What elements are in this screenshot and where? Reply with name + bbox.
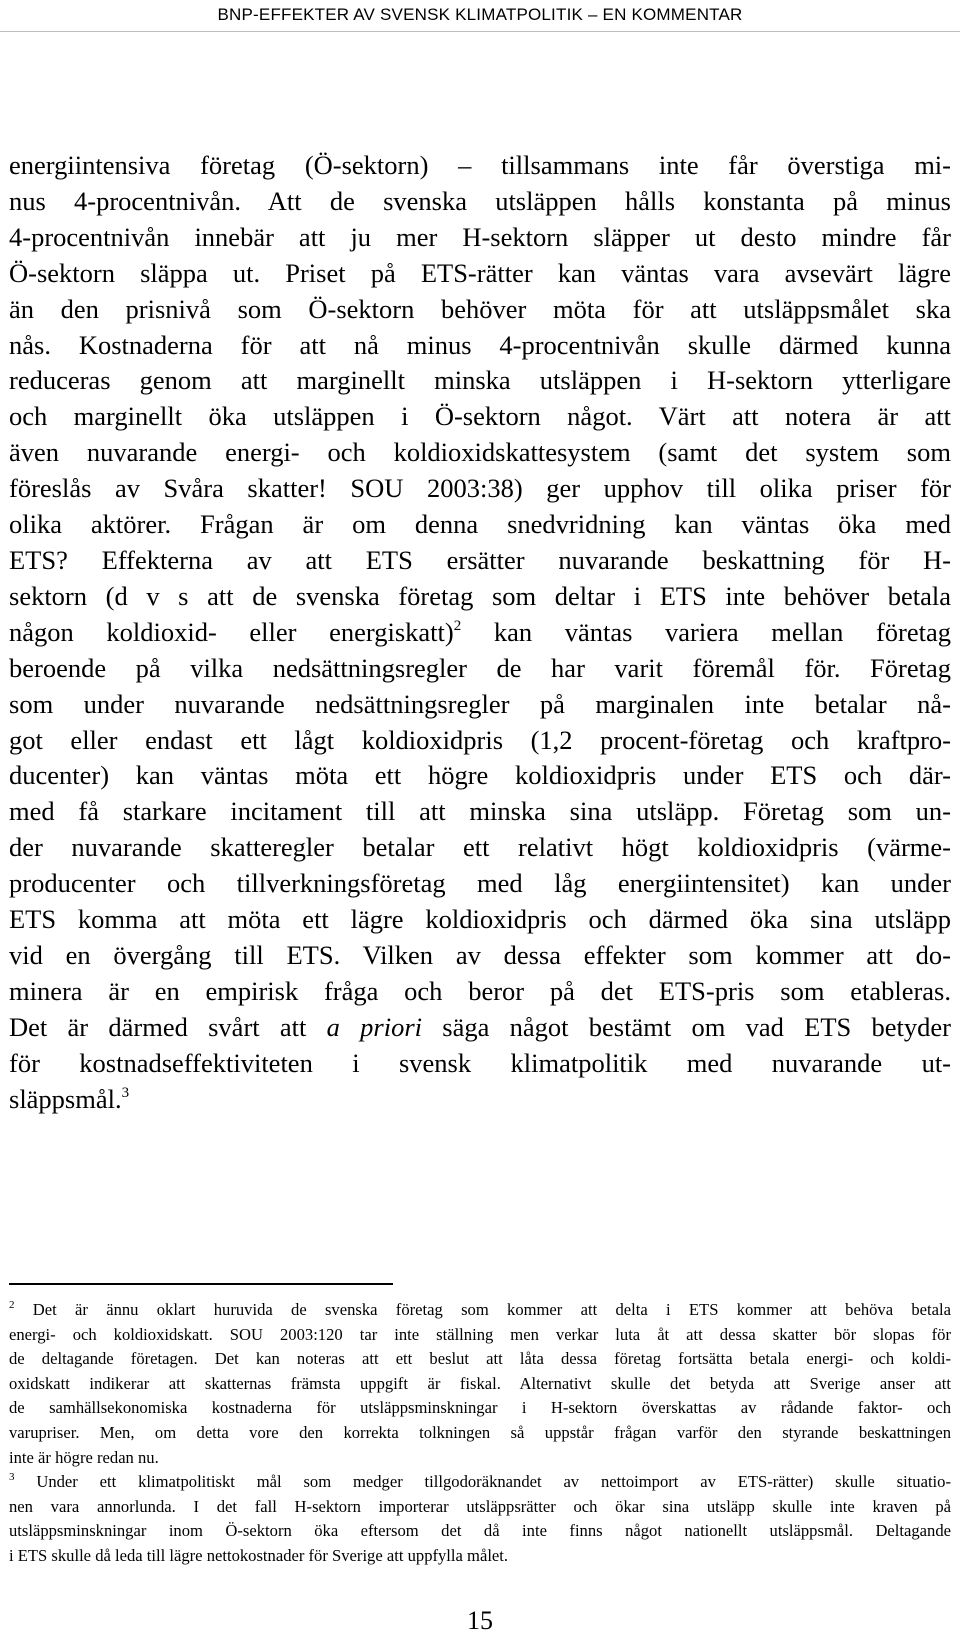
footnote-text: Det är ännu oklart huruvida de svenska företag som kommer att delta i ETS kommer att behöva betala xyxy=(14,1300,951,1319)
footnote-2-line: varupriser. Men, om detta vore den korrekta tolkningen så uppstår frågan varför den styrande beskattningen xyxy=(9,1422,951,1442)
body-line: olika aktörer. Frågan är om denna snedvridning kan väntas öka med xyxy=(9,509,951,540)
body-line-segment: säga något bestämt om vad ETS betyder xyxy=(422,1011,951,1042)
footnote-3-line xyxy=(9,1470,951,1495)
body-line xyxy=(9,1010,951,1046)
footnote-text: Under ett klimatpolitiskt mål som medger tillgodoräknandet av nettoimport av ETS-rätter) skulle situatio- xyxy=(14,1472,951,1492)
footnote-divider xyxy=(9,1283,393,1285)
body-line: got eller endast ett lågt koldioxidpris (1,2 procent-företag och kraftpro- xyxy=(9,724,951,755)
body-line: föreslås av Svåra skatter! SOU 2003:38) ger upphov till olika priser för xyxy=(9,473,951,504)
body-line: nås. Kostnaderna för att nå minus 4-procentnivån skulle därmed kunna xyxy=(9,329,951,360)
footnote-3-line: utsläppsminskningar inom Ö-sektorn öka eftersom det då inte finns något nationellt utsläppsmål. Deltagande xyxy=(9,1521,951,1541)
running-header: BNP-EFFEKTER AV SVENSK KLIMATPOLITIK – EN KOMMENTAR xyxy=(217,5,743,24)
footnote-2-line xyxy=(9,1298,951,1323)
body-line: som under nuvarande nedsättningsregler på marginalen inte betalar nå- xyxy=(9,688,951,719)
footnote-marker: 2 xyxy=(9,1299,15,1311)
footnote-ref-2: 2 xyxy=(453,617,462,634)
body-line-segment: Det är därmed svårt att xyxy=(9,1011,327,1042)
footnote-2-line: de deltagande företagen. Det kan noteras att ett beslut att låta dessa företag fortsätta betala energi- och koldi- xyxy=(9,1349,951,1369)
body-line: producenter och tillverkningsföretag med låg energiintensitet) kan under xyxy=(9,868,951,899)
body-line: än den prisnivå som Ö-sektorn behöver möta för att utsläppsmålet ska xyxy=(9,293,951,324)
body-line: nus 4-procentnivån. Att de svenska utsläppen hålls konstanta på minus xyxy=(9,185,951,216)
body-line xyxy=(9,1082,951,1118)
body-line: även nuvarande energi- och koldioxidskattesystem (samt det system som xyxy=(9,437,951,468)
body-line: sektorn (d v s att de svenska företag som deltar i ETS inte behöver betala xyxy=(9,580,951,611)
footnote-2-line: inte är högre redan nu. xyxy=(9,1447,159,1467)
body-line-segment: släppsmål. xyxy=(9,1083,122,1114)
body-line: för kostnadseffektiviteten i svensk klimatpolitik med nuvarande ut- xyxy=(9,1047,951,1078)
footnotes xyxy=(9,1298,951,1569)
footnote-2-line: de samhällsekonomiska kostnaderna för utsläppsminskningar i H-sektorn överskattas av rådande faktor- och xyxy=(9,1398,951,1418)
body-line: ducenter) kan väntas möta ett högre koldioxidpris under ETS och där- xyxy=(9,760,951,791)
body-paragraph xyxy=(9,148,951,1117)
body-line: energiintensiva företag (Ö-sektorn) – tillsammans inte får överstiga mi- xyxy=(9,150,951,180)
body-line-segment: någon koldioxid- eller energiskatt) xyxy=(9,616,454,647)
footnote-2-line: energi- och koldioxidskatt. SOU 2003:120 tar inte ställning men verkar luta åt att dessa skatter bör slopas för xyxy=(9,1324,951,1344)
footnote-marker: 3 xyxy=(9,1471,15,1484)
body-line: och marginellt öka utsläppen i Ö-sektorn något. Värt att notera är att xyxy=(9,401,951,432)
footnote-3-line: nen vara annorlunda. I det fall H-sektorn importerar utsläppsrätter och ökar sina utsläpp skulle inte kraven på xyxy=(9,1496,951,1516)
body-line: minera är en empirisk fråga och beror på det ETS-pris som etableras. xyxy=(9,975,951,1006)
body-line: beroende på vilka nedsättningsregler de har varit föremål för. Företag xyxy=(9,652,951,683)
body-line: der nuvarande skatteregler betalar ett relativt högt koldioxidpris (värme- xyxy=(9,832,951,863)
italic-term: a priori xyxy=(326,1011,423,1042)
body-line xyxy=(9,615,951,651)
body-line: med få starkare incitament till att minska sina utsläpp. Företag som un- xyxy=(9,796,951,827)
body-line: ETS komma att möta ett lägre koldioxidpris och därmed öka sina utsläpp xyxy=(9,904,951,935)
body-line-segment: kan väntas variera mellan företag xyxy=(461,616,951,647)
body-line: reduceras genom att marginellt minska utsläppen i H-sektorn ytterligare xyxy=(9,365,951,396)
footnote-2-line: oxidskatt indikerar att skatternas främsta uppgift är fiskal. Alternativt skulle det betyda att Sverige anser att xyxy=(9,1373,951,1393)
footnote-3-line: i ETS skulle då leda till lägre nettokostnader för Sverige att uppfylla målet. xyxy=(9,1545,509,1565)
page-number: 15 xyxy=(467,1606,493,1635)
body-line: Ö-sektorn släppa ut. Priset på ETS-rätter kan väntas vara avsevärt lägre xyxy=(9,257,951,288)
header-divider xyxy=(0,31,960,32)
footnote-ref-3: 3 xyxy=(121,1084,130,1101)
body-line: vid en övergång till ETS. Vilken av dessa effekter som kommer att do- xyxy=(9,939,951,970)
body-line: 4-procentnivån innebär att ju mer H-sektorn släpper ut desto mindre får xyxy=(9,221,951,252)
body-line: ETS? Effekterna av att ETS ersätter nuvarande beskattning för H- xyxy=(9,544,951,575)
